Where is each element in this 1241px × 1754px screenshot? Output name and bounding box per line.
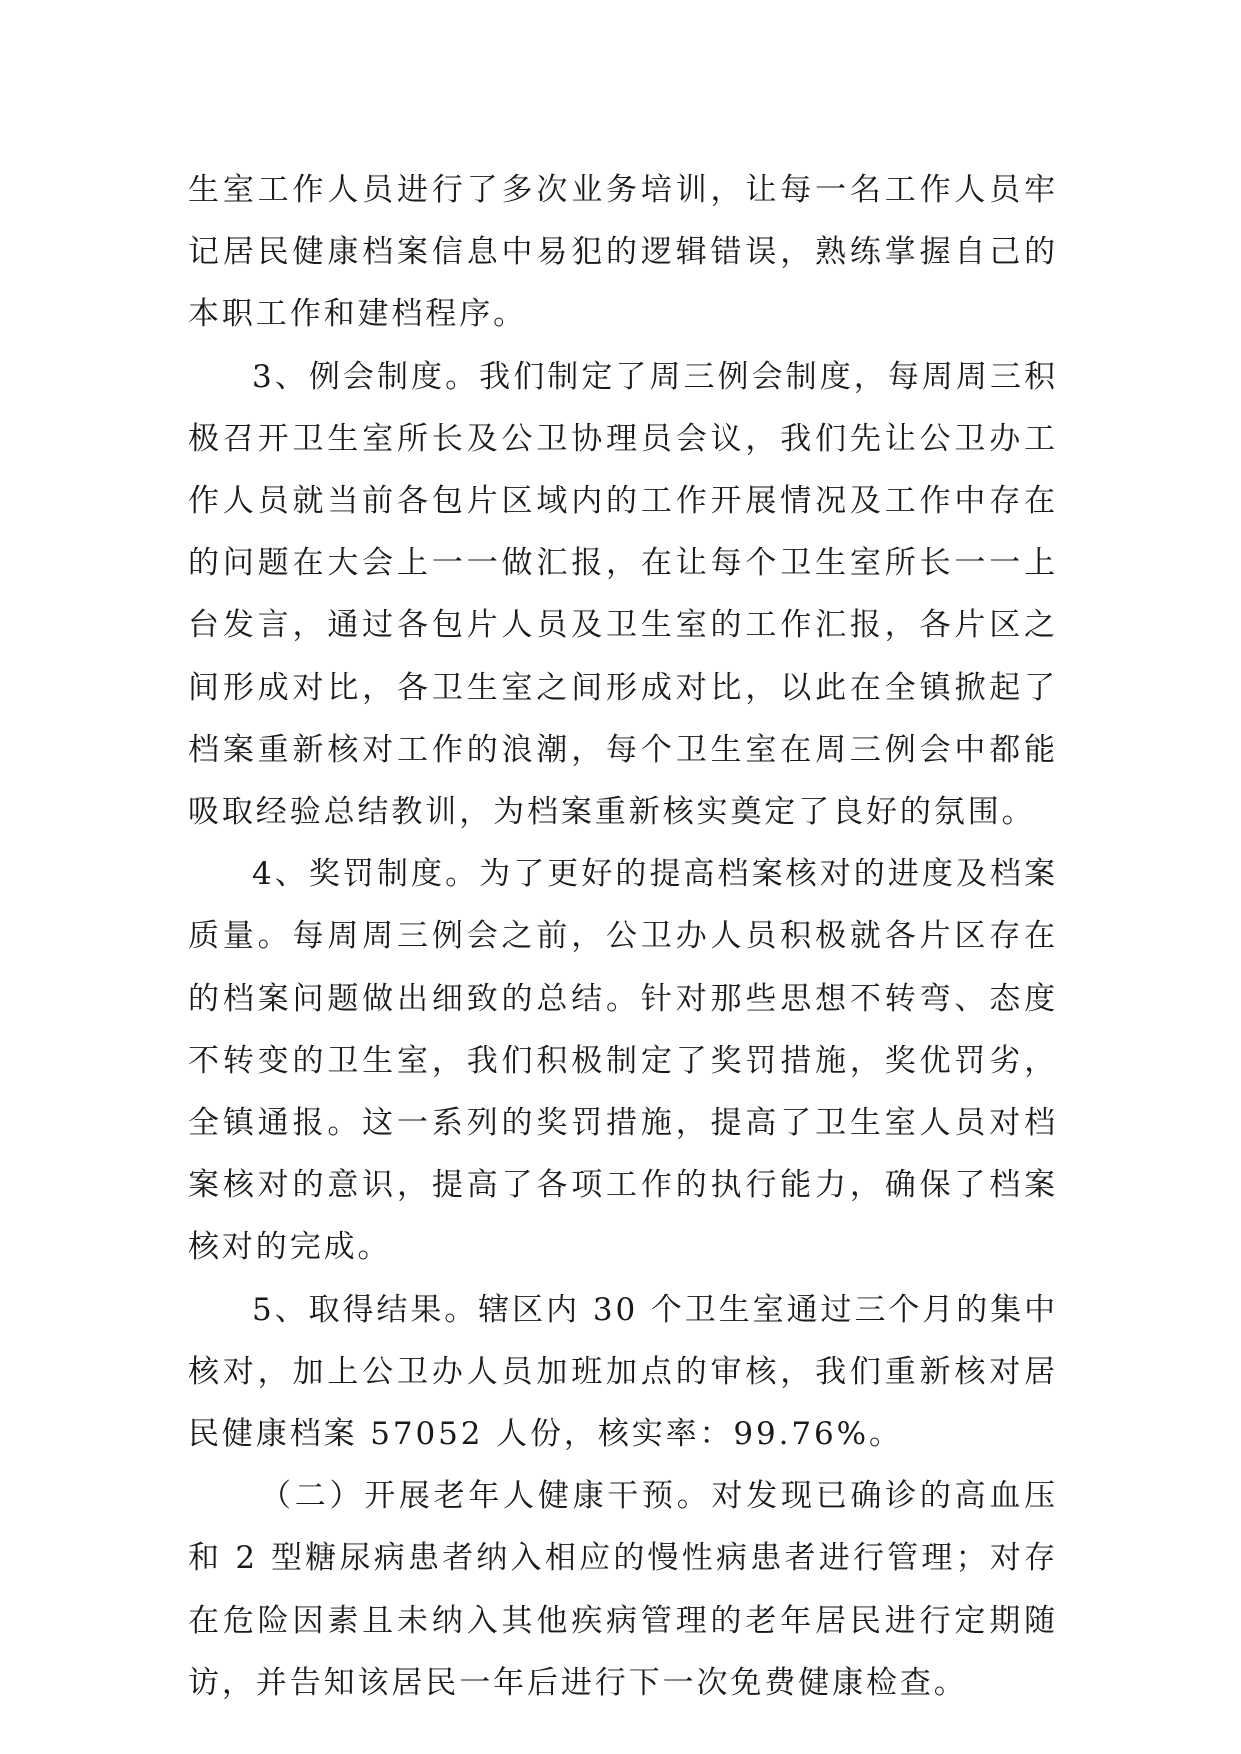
paragraph-item-3: 3、例会制度。我们制定了周三例会制度，每周周三积极召开卫生室所长及公卫协理员会议，我们先让公卫办工作人员就当前各包片区域内的工作开展情况及工作中存在的问题在大会上一一做汇报，在让每个卫生室所长一一上台发言，通过各包片人员及卫生室的工作汇报，各片区之间形成对比，各卫生室之间形成对比，以此在全镇掀起了档案重新核对工作的浪潮，每个卫生室在周三例会中都能吸取经验总结教训，为档案重新核实奠定了良好的氛围。 [188,358,1058,831]
paragraph-item-4: 4、奖罚制度。为了更好的提高档案核对的进度及档案质量。每周周三例会之前，公卫办人员积极就各片区存在的档案问题做出细致的总结。针对那些思想不转弯、态度不转变的卫生室，我们积极制定了奖罚措施，奖优罚劣，全镇通报。这一系列的奖罚措施，提高了卫生室人员对档案核对的意识，提高了各项工作的执行能力，确保了档案核对的完成。 [188,856,1058,1266]
paragraph-section-2: （二）开展老年人健康干预。对发现已确诊的高血压和 2 型糖尿病患者纳入相应的慢性病患者进行管理；对存在危险因素且未纳入其他疾病管理的老年居民进行定期随访，并告知该居民一年后进行下一次免费健康检查。 [188,1478,1058,1701]
document-body [188,159,1058,1714]
paragraph-continuation: 生室工作人员进行了多次业务培训，让每一名工作人员牢记居民健康档案信息中易犯的逻辑错误，熟练掌握自己的本职工作和建档程序。 [188,172,1058,333]
paragraph-item-5: 5、取得结果。辖区内 30 个卫生室通过三个月的集中核对，加上公卫办人员加班加点的审核，我们重新核对居民健康档案 57052 人份，核实率：99.76%。 [188,1291,1058,1453]
